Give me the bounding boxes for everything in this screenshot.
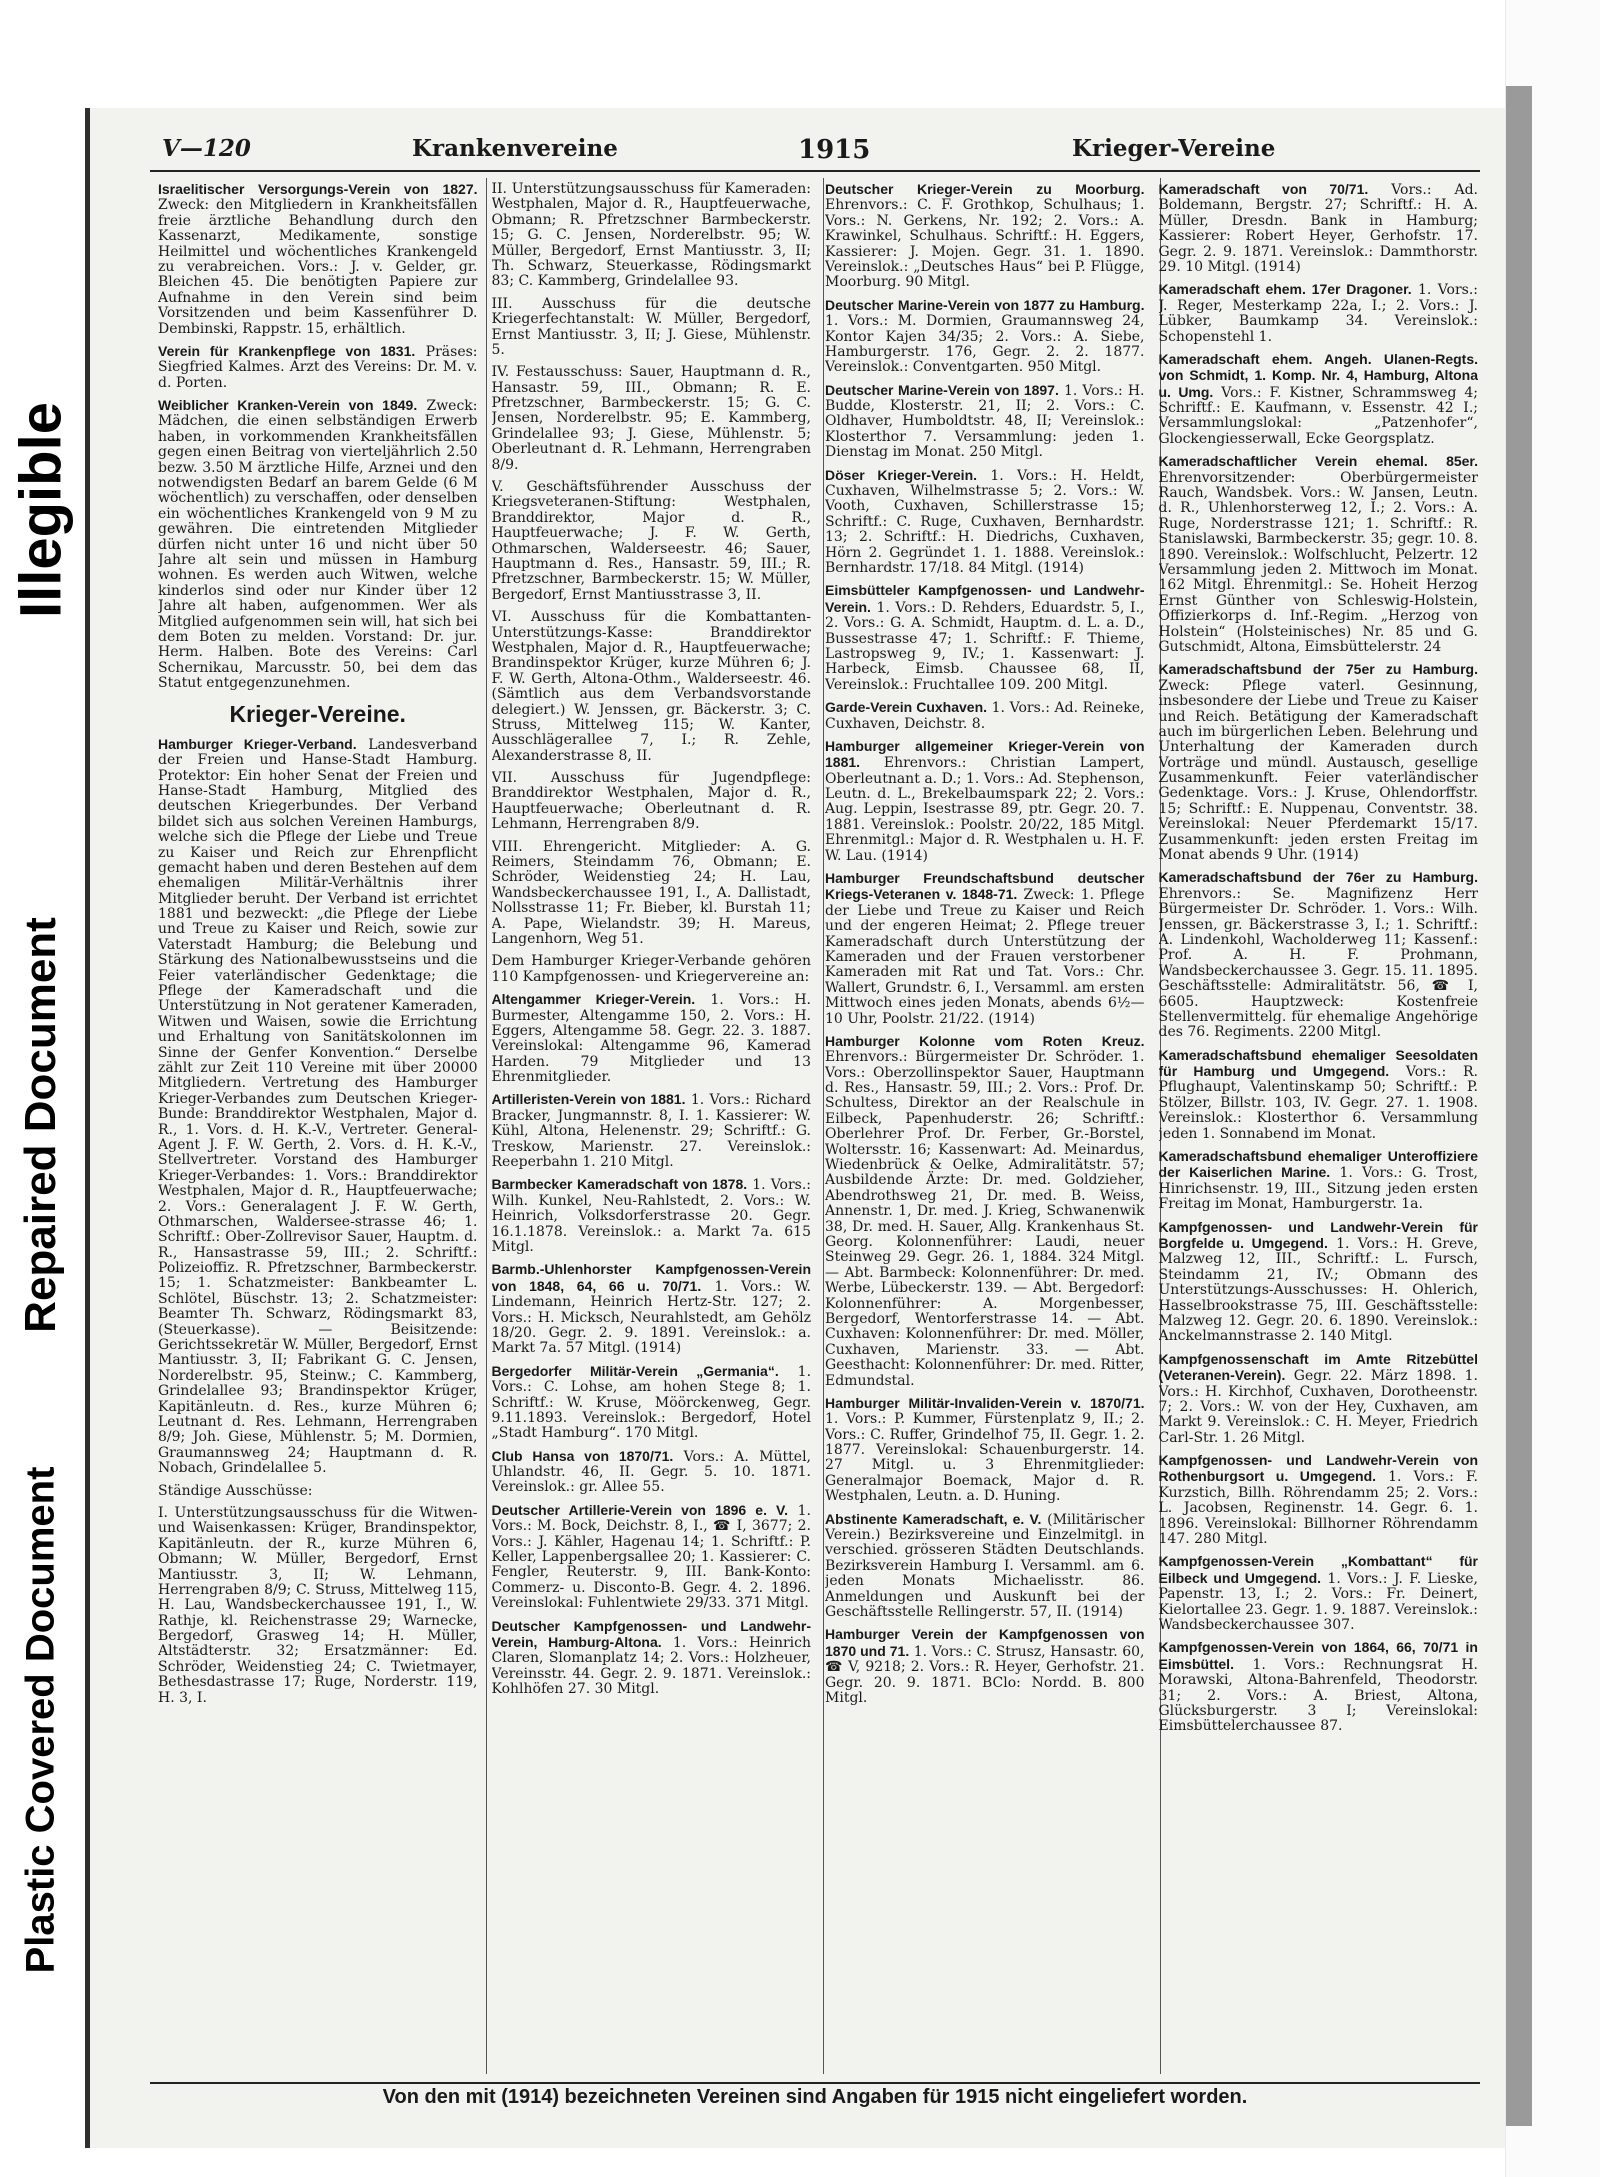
entry-text: 1. Vors.: C. Lohse, am hohen Stege 8; 1. Schriftf.: W. Kruse, Möörckenweg, Gegr. 9.11.1893. Vereinslok.: Bergedorf, Hotel „Stadt Hamburg“. 170 Mitgl. bbox=[491, 1363, 811, 1442]
directory-entry bbox=[492, 1619, 812, 1698]
entry-heading: Weiblicher Kranken-Verein von 1849. bbox=[158, 397, 418, 414]
directory-entry bbox=[1159, 1453, 1479, 1547]
directory-entry bbox=[1159, 1220, 1479, 1345]
entry-text: Vors.: Ad. Boldemann, Bergstr. 27; Schriftf.: H. A. Müller, Dresdn. Bank in Hamburg; Kassierer: Robert Heyer, Gerhofstr. 17. Gegr. 2. 9. 1871. Vereinslok.: Dammthorstr. 29. 10 Mitgl. (1914) bbox=[1158, 182, 1478, 275]
entry-heading: Kameradschaftsbund der 76er zu Hamburg. bbox=[1158, 869, 1478, 886]
entry-text: 1. Vors.: D. Rehders, Eduardstr. 5, I., 2. Vors.: G. A. Schmidt, Hauptm. d. L. a. D., Bussestrasse 47; 1. Schriftf.: F. Thieme, Lastropsweg 9, IV.; 1. Kassenwart: J. Harbeck, Eimsb. Chaussee 68, II, Vereinslok.: Fruchtallee 109. 200 Mitgl. bbox=[825, 599, 1145, 693]
entry-text: 1. Vors.: F. Kurzstich, Billh. Röhrendamm 25; 2. Vors.: L. Jacobsen, Reginenstr. 14. Gegr. 6. 1. 1896. Vereinslokal: Billhorner Röhrendamm 147. 280 Mitgl. bbox=[1158, 1469, 1478, 1548]
directory-entry bbox=[158, 1506, 478, 1706]
entry-text: Ehrenvorsitzender: Oberbürgermeister Rauch, Wandsbek. Vors.: W. Jansen, Leutn. d. R., Uhlenhorsterweg 12, I.; 2. Vors.: A. Ruge, Norderstrasse 121; 1. Schriftf.: R. Stanislawski, Barmbeckerstr. 35; gegr. 10. 8. 1890. Vereinslok.: Wolfschlucht, Pelzertr. 12 Versammlung jeden 2. Mittwoch im Monat. 162 Mitgl. Ehrenmitgl.: Se. Hoheit Herzog Ernst Günther von Schleswig-Holstein, Offizierkorps d. Inf.-Regim. „Herzog von Holstein“ (Holsteinisches) Nr. 85 und G. Gutschmidt, Altona, Eimsbüttelerstr. 24 bbox=[1158, 469, 1478, 655]
entry-text: IV. Festausschuss: Sauer, Hauptmann d. R., Hansastr. 59, III., Obmann; R. E. Pfretzschner, Barmbeckerstr. 15; G. C. Jensen, Norderelbstr. 95; E. Kammberg, Grindelallee 93; J. Giese, Mühlenstr. 5; Oberleutnant d. R. Lehmann, Herrengraben 8/9. bbox=[491, 364, 811, 473]
directory-entry bbox=[825, 1512, 1145, 1621]
entry-heading: Kameradschaftsbund ehemaliger Unteroffiziere der Kaiserlichen Marine. bbox=[1158, 1148, 1478, 1181]
entry-heading: Hamburger Militär-Invaliden-Verein v. 1870/71. bbox=[825, 1394, 1145, 1411]
directory-entry bbox=[492, 297, 812, 359]
entry-text: VIII. Ehrengericht. Mitglieder: A. G. Reimers, Steindamm 76, Obmann; E. Schröder, Weidenstieg 24; H. Lau, Wandsbeckerchaussee 191, I., A. Dallistadt, Nollsstrasse 11; Fr. Bieber, kl. Burstah 11; A. Pape, Wielandstr. 39; H. Mareus, Langenhorn, Weg 51. bbox=[491, 838, 811, 947]
entry-heading: Döser Krieger-Verein. bbox=[825, 466, 978, 483]
label-illegible: Illegible bbox=[8, 402, 74, 618]
entry-text: 1. Vors.: J. F. Lieske, Papenstr. 13, I.; 2. Vors.: Fr. Deinert, Kielortallee 23. Gegr. 1. 9. 1887. Vereinslok.: Wandsbeckerchaussee 307. bbox=[1158, 1570, 1478, 1633]
entry-heading: Deutscher Artillerie-Verein von 1896 e. V. bbox=[491, 1501, 788, 1518]
entry-heading: Deutscher Marine-Verein von 1897. bbox=[825, 381, 1059, 398]
directory-entry bbox=[492, 365, 812, 473]
directory-entry bbox=[492, 954, 812, 985]
entry-heading: Hamburger Krieger-Verband. bbox=[158, 735, 357, 752]
entry-text: 1. Vors.: W. Lindemann, Heinrich Hertz-Str. 127; 2. Vors.: H. Micksch, Neurahlstedt, am Gehölz 18/20. Gegr. 2. 9. 1891. Vereinslok.: a. Markt 7a. 57 Mitgl. (1914) bbox=[491, 1278, 811, 1357]
entry-heading: Club Hansa von 1870/71. bbox=[491, 1447, 674, 1464]
header-year: 1915 bbox=[798, 135, 871, 165]
directory-entry bbox=[492, 182, 812, 290]
entry-heading: Kameradschaft von 70/71. bbox=[1158, 182, 1369, 197]
entry-text: 1. Vors.: H. Greve, Malzweg 12, III., Schriftf.: L. Fursch, Steindamm 21, IV.; Obmann des Unterstützungs-Ausschusses: H. Ohlerich, Hasselbrookstrasse 75, III. Geschäftsstelle: Malzweg 12. Gegr. 20. 6. 1890. Vereinslok.: Anckelmannstrasse 2. 140 Mitgl. bbox=[1158, 1236, 1478, 1345]
section-title: Krieger-Vereine. bbox=[229, 700, 406, 727]
entry-heading: Kampfgenossen- und Landwehr-Verein für Borgfelde u. Umgegend. bbox=[1158, 1218, 1478, 1251]
directory-entry bbox=[1159, 1554, 1479, 1633]
entry-text: Zweck: Mädchen, die einen selbständigen Erwerb haben, in vorkommenden Krankheitsfällen gegen einen Beitrag von vierteljährlich 2.50 bezw. 3.50 M ärztliche Hilfe, Arznei und den notwendigsten Bedarf an barem Gelde (6 M wöchentlich) zu verschaffen, oder denselben ein wöchentliches Krankengeld von 9 M zu gewähren. Die eintretenden Mitglieder dürfen nicht unter 16 und nicht über 50 Jahre alt sein und müssen in Hamburg wohnen. Es werden auch Witwen, welche kinderlos sind oder nur Kinder über 12 Jahre alt haben, aufgenommen. Wer als Mitglied aufgenommen sein will, hat sich bei dem Boten zu melden. Vorstand: Dr. jur. Herm. Halben. Bote des Vereins: Carl Schernikau, Marcusstr. 50, bei dem das Statut entgegenzunehmen. bbox=[158, 398, 478, 692]
directory-entry bbox=[825, 1627, 1145, 1706]
entry-text: VI. Ausschuss für die Kombattanten-Unterstützungs-Kasse: Branddirektor Westphalen, Major d. R., Hauptfeuerwache; Brandinspektor Krüger, kurze Mühren 6; J. F. W. Gerth, Altona-Othm., Walderseestr. 46. (Sämtlich aus dem Verbandsvorstande delegiert.) W. Jenssen, gr. Bäckerstr. 3; C. Struss, Mittelweg 115; W. Kanter, Ausschlägerallee 7, I.; R. Zehle, Alexanderstrasse 8, II. bbox=[491, 609, 811, 764]
entry-text: 1. Vors.: Rechnungsrat H. Morawski, Altona-Bahrenfeld, Theodorstr. 31; 2. Vors.: A. Briest, Altona, Glücksburgerstr. 3 I; Vereinslokal: Eimsbüttelerchaussee 87. bbox=[1158, 1656, 1478, 1735]
column-3 bbox=[825, 182, 1145, 2074]
directory-entry bbox=[492, 1364, 812, 1442]
directory-entry bbox=[1159, 182, 1479, 275]
entry-text: Dem Hamburger Krieger-Verbande gehören 110 Kampfgenossen- und Kriegervereine an: bbox=[491, 953, 811, 985]
directory-entry bbox=[1159, 352, 1479, 447]
entry-heading: Hamburger Kolonne vom Roten Kreuz. bbox=[825, 1032, 1145, 1049]
directory-entry bbox=[1159, 1640, 1479, 1734]
entry-heading: Hamburger allgemeiner Krieger-Verein von 1881. bbox=[825, 737, 1145, 771]
entry-heading: Kampfgenossen-Verein „Kombattant“ für Eilbeck und Umgegend. bbox=[1158, 1553, 1478, 1586]
entry-text: 1. Vors.: C. Strusz, Hansastr. 60, ☎ V, 9218; 2. Vors.: R. Heyer, Gerhofstr. 21. Gegr. 20. 9. 1871. BClo: Nordd. B. 800 Mitgl. bbox=[825, 1643, 1145, 1706]
column-2 bbox=[492, 182, 812, 2074]
directory-entry bbox=[1159, 1149, 1479, 1213]
entry-heading: Deutscher Marine-Verein von 1877 zu Hamburg. bbox=[825, 296, 1145, 313]
directory-entry bbox=[825, 700, 1145, 732]
directory-entry bbox=[158, 182, 478, 337]
page-edge-shadow bbox=[1506, 86, 1532, 2126]
directory-entry bbox=[492, 610, 812, 764]
directory-entry bbox=[825, 1034, 1145, 1389]
label-repaired: Repaired Document bbox=[16, 917, 65, 1333]
entry-text: Vors.: R. Pflughaupt, Valentinskamp 50; Schriftf.: P. Stölzer, Billstr. 103, IV. Gegr. 27. 1. 1908. Vereinslok.: Klosterthor 6. Versammlung jeden 1. Sonnabend im Monat. bbox=[1158, 1064, 1478, 1142]
entry-text: Ständige Ausschüsse: bbox=[158, 1482, 313, 1499]
entry-heading: Barmb.-Uhlenhorster Kampfgenossen-Verein von 1848, 64, 66 u. 70/71. bbox=[491, 1261, 811, 1294]
page-number: V—120 bbox=[162, 135, 251, 162]
directory-entry bbox=[492, 840, 812, 948]
page-header bbox=[162, 135, 1482, 167]
entry-text: 1. Vors.: M. Dormien, Graumannsweg 24, Kontor Kajen 34/35; 2. Vors.: A. Siebe, Hamburgerstr. 176, Gegr. 2. 2. 1877. Vereinslok.: Conventgarten. 950 Mitgl. bbox=[825, 313, 1145, 376]
directory-entry bbox=[825, 298, 1145, 376]
directory-entry bbox=[825, 383, 1145, 461]
directory-entry bbox=[492, 992, 812, 1085]
label-plastic-covered: Plastic Covered Document bbox=[18, 1466, 63, 1974]
entry-text: 1. Vors.: Heinrich Claren, Slomanplatz 14; 2. Vors.: Holzheuer, Vereinsstr. 44. Gegr. 2. 9. 1871. Vereinslok.: Kohlhöfen 27. 30 Mitgl. bbox=[491, 1634, 811, 1698]
directory-entry bbox=[492, 1092, 812, 1170]
entry-heading: Garde-Verein Cuxhaven. bbox=[825, 699, 988, 716]
column-1 bbox=[158, 182, 478, 2074]
entry-text: 1. Vors.: Ad. Reineke, Cuxhaven, Deichstr. 8. bbox=[825, 700, 1145, 732]
entry-text: Gegr. 22. März 1898. 1. Vors.: H. Kirchhof, Cuxhaven, Dorotheenstr. 7; 2. Vors.: W. von der Hey, Cuxhaven, am Markt 9. Vereinslok.: C. H. Meyer, Friedrich Carl-Str. 1. 26 Mitgl. bbox=[1158, 1368, 1478, 1446]
entry-text: Vors.: F. Kistner, Schrammsweg 4; Schriftf.: E. Kaufmann, v. Essenstr. 42 I.; Versammlungslokal: „Patzenhofer“, Glockengiesserwall, Ecke Georgsplatz. bbox=[1158, 384, 1478, 447]
directory-entry bbox=[492, 1449, 812, 1496]
entry-text: 1. Vors.: H. Budde, Klosterstr. 21, II; 2. Vors.: C. Oldhaver, Humboldtstr. 48, II; Vereinslok.: Klosterthor 7. Versammlung: jeden 1. Dienstag im Monat. 250 Mitgl. bbox=[825, 382, 1145, 461]
footer-note: Von den mit (1914) bezeichneten Vereinen sind Angaben für 1915 nicht eingeliefert worden. bbox=[382, 2086, 1248, 2108]
scan-margin-left bbox=[0, 0, 82, 2177]
entry-heading: Deutscher Kampfgenossen- und Landwehr-Verein, Hamburg-Altona. bbox=[491, 1617, 811, 1650]
entry-heading: Verein für Krankenpflege von 1831. bbox=[158, 342, 416, 359]
entry-text: Zweck: 1. Pflege der Liebe und Treue zu Kaiser und Reich und der engeren Heimat; 2. Pflege treuer Kameradschaft durch Unterstützung der Kameraden und der Frauen verstorbener Kameraden mit Rat und Tat. Vors.: Chr. Wallert, Grundstr. 6, I., Versamml. am ersten Mittwoch eines jeden Monats, abends 6½—10 Uhr, Poolstr. 21/22. (1914) bbox=[825, 887, 1145, 1027]
entry-heading: Eimsbütteler Kampfgenossen- und Landwehr-Verein. bbox=[825, 582, 1145, 615]
entry-text: II. Unterstützungsausschuss für Kameraden: Westphalen, Major d. R., Hauptfeuerwache, Obmann; R. Pfretzschner Barmbeckerstr. 15; G. C. Jensen, Norderelbstr. 95; W. Müller, Bergedorf, Ernst Mantiusstr. 3, II; Th. Schwarz, Steuerkasse, Rödingsmarkt 83; C. Kammberg, Grindelallee 93. bbox=[491, 182, 811, 290]
entry-text: 1. Vors.: J. Reger, Mesterkamp 22a, I.; 2. Vors.: J. Lübker, Baumkamp 34. Vereinslok.: Schopenstehl 1. bbox=[1158, 282, 1478, 345]
entry-text: Ehrenvors.: C. F. Grothkop, Schulhaus; 1. Vors.: N. Gerkens, Nr. 192; 2. Vors.: A. Krawinkel, Schulhaus. Schriftf.: H. Eggers, Kassierer: J. Mojen. Gegr. 31. 1. 1890. Vereinslok.: „Deutsches Haus“ bei P. Flügge, Moorburg. 90 Mitgl. bbox=[825, 197, 1145, 291]
entry-text: Zweck: Pflege vaterl. Gesinnung, insbesondere der Liebe und Treue zu Kaiser und Reich. Betätigung der Kameradschaft auch im bürgerlichen Leben. Belehrung und Unterhaltung der Kameraden durch Vorträge und mündl. Austausch, gesellige Zusammenkunft. Feier vaterländischer Gedenktage. Vors.: J. Kruse, Ohlendorffstr. 15; Schriftf.: E. Nuppenau, Conventstr. 38. Vereinslokal: Neuer Pferdemarkt 15/17. Zusammenkunft: jeden ersten Freitag im Monat abends 9 Uhr. (1914) bbox=[1158, 677, 1478, 864]
entry-heading: Bergedorfer Militär-Verein „Germania“. bbox=[491, 1362, 779, 1379]
directory-entry bbox=[1159, 1352, 1479, 1446]
directory-entry bbox=[1159, 1048, 1479, 1142]
entry-text: Landesverband der Freien und Hanse-Stadt Hamburg. Protektor: Ein hoher Senat der Freien und Hanse-Stadt Hamburg, Mitglied des deutschen Kriegerbundes. Der Verband bildet sich aus solchen Vereinen Hamburgs, welche sich die Pflege der Liebe und Treue zu Kaiser und Reich zur Ehrenpflicht gemacht haben und deren Bestehen auf dem ehemaligen Militär-Verhältnis ihrer Mitglieder beruht. Der Verband ist errichtet 1881 und bezweckt: „die Pflege der Liebe und Treue zu Kaiser und Reich, sowie zur Vaterstadt Hamburg; die Belebung und Stärkung des Nationalbewusstseins und die Feier vaterländischer Gedenktage; die Pflege der Kameradschaft und die Unterstützung in Not geratener Kameraden, Witwen und Waisen, sowie die Errichtung und Erhaltung von Sanitätskolonnen im Sinne der Genfer Konvention.“ Derselbe zählt zur Zeit 110 Vereine mit über 20000 Mitgliedern. Vertretung des Hamburger Krieger-Verbandes zum Deutschen Krieger-Bunde: Branddirektor Westphalen, Major d. R., 1. Vors. d. H. K.-V., Vertreter. General-Agent J. F. W. Gerth, 2. Vors. d. H. K.-V., Stellvertreter. Vorstand des Hamburger Krieger-Verbandes: 1. Vors.: Branddirektor Westphalen, Major d. R., Hauptfeuerwache; 2. Vors.: Generalagent J. F. W. Gerth, Othmarschen, Waldersee-strasse 46; 1. Schriftf.: Ober-Zollrevisor Sauer, Hauptm. d. R., Hansastrasse 59, III.; 2. Schriftf.: Polizeioffiz. R. Pfretzschner, Barmbeckerstr. 15; 1. Schatzmeister: Bankbeamter L. Schlötel, Büschstr. 13; 2. Schatzmeister: Beamter Th. Schwarz, Rödingsmarkt 83, (Steuerkasse). — Beisitzende: Gerichtssekretär W. Müller, Bergedorf, Ernst Mantiusstr. 3, II; Fabrikant G. C. Jensen, Norderelbstr. 95, Steinw.; C. Kammberg, Grindelallee 93; Brandinspektor Krüger, Kapitänleutn. d. Res., kurze Mühren 6; Leutnant d. Res. Lehmann, Herrengraben 8/9; Joh. Giese, Mühlenstr. 5; M. Dormien, Graumannsweg 24; Hauptmann d. R. Nobach, Grindelallee 5. bbox=[158, 736, 478, 1477]
entry-heading: Kampfgenossen- und Landwehr-Verein von Rothenburgsort u. Umgegend. bbox=[1158, 1452, 1478, 1485]
entry-text: 1. Vors.: H. Heldt, Cuxhaven, Wilhelmstrasse 5; 2. Vors.: W. Vooth, Cuxhaven, Schillerstrasse 15; Schriftf.: C. Ruge, Cuxhaven, Bernhardstr. 13; 2. Schriftf.: H. Diedrichs, Cuxhaven, Hörn 2. Gegründet 1. 1. 1888. Vereinslok.: Bernhardstr. 17/18. 84 Mitgl. (1914) bbox=[825, 467, 1145, 576]
directory-entry bbox=[825, 468, 1145, 577]
entry-text: V. Geschäftsführender Ausschuss der Kriegsveteranen-Stiftung: Westphalen, Branddirektor, Major d. R., Hauptfeuerwache; J. F. W. Gerth, Othmarschen, Walderseestr. 46; Sauer, Hauptmann d. Res., Hansastr. 59, III.; R. Pfretzschner, Barmbeckerstr. 15; W. Müller, Bergedorf, Ernst Mantiusstrasse 3, II. bbox=[491, 479, 811, 603]
entry-text: 1. Vors.: Wilh. Kunkel, Neu-Rahlstedt, 2. Vors.: W. Heinrich, Volksdorferstrasse 20. Gegr. 16.1.1878. Vereinslok.: a. Markt 7a. 615 Mitgl. bbox=[491, 1177, 811, 1255]
entry-heading: Israelitischer Versorgungs-Verein von 1827. bbox=[158, 182, 478, 197]
entry-heading: Deutscher Krieger-Verein zu Moorburg. bbox=[825, 182, 1145, 197]
directory-entry bbox=[825, 182, 1145, 291]
directory-entry bbox=[492, 1177, 812, 1255]
column-1-part-a bbox=[158, 182, 478, 692]
entry-text: 1. Vors.: H. Burmester, Altengamme 150, 2. Vors.: H. Eggers, Altengamme 58. Gegr. 22. 3. 1887. Vereinslokal: Altengamme 96, Kamerad Harden. 79 Mitglieder und 13 Ehrenmitglieder. bbox=[491, 992, 811, 1086]
entry-text: Ehrenvors.: Christian Lampert, Oberleutnant a. D.; 1. Vors.: Ad. Stephenson, Leutn. d. L., Brekelbaumspark 22; 2. Vors.: Aug. Leppin, Isestrasse 89, ptr. Gegr. 20. 7. 1881. Vereinslok.: Poolstr. 20/22, 185 Mitgl. Ehrenmitgl.: Major d. R. Westphalen u. H. F. W. Lau. (1914) bbox=[825, 755, 1145, 864]
directory-entry bbox=[1159, 870, 1479, 1040]
directory-entry bbox=[825, 583, 1145, 693]
header-rule bbox=[150, 170, 1480, 172]
entry-heading: Hamburger Freundschaftsbund deutscher Kriegs-Veteranen v. 1848-71. bbox=[825, 870, 1145, 903]
directory-entry bbox=[825, 1396, 1145, 1505]
entry-heading: Abstinente Kameradschaft, e. V. bbox=[825, 1510, 1042, 1527]
entry-text: 1. Vors.: Richard Bracker, Jungmannstr. 8, I. 1. Kassierer: W. Kühl, Altona, Helenenstr. 29; Schriftf.: G. Treskow, Marienstr. 27. Vereinslok.: Reeperbahn 1. 210 Mitgl. bbox=[491, 1092, 811, 1171]
entry-text: III. Ausschuss für die deutsche Kriegerfechtanstalt: W. Müller, Bergedorf, Ernst Mantiusstr. 3, II; J. Giese, Mühlenstr. 5. bbox=[491, 295, 811, 358]
entry-text: 1. Vors.: M. Bock, Deichstr. 8, I., ☎ I, 3677; 2. Vors.: J. Kähler, Hagenau 14; 1. Schriftf.: P. Keller, Lappenbergsallee 20; 1. Kassierer: C. Fengler, Reuterstr. 9, III. Bank-Konto: Commerz- u. Disconto-B. Gegr. 4. 2. 1896. Vereinslokal: Fuhlentwiete 29/33. 371 Mitgl. bbox=[491, 1502, 811, 1612]
directory-entry bbox=[1159, 662, 1479, 863]
directory-entry bbox=[1159, 282, 1479, 345]
entry-text: Vors.: A. Müttel, Uhlandstr. 46, II. Gegr. 5. 10. 1871. Vereinslok.: gr. Allee 55. bbox=[491, 1448, 811, 1496]
entry-text: Zweck: den Mitgliedern in Krankheitsfällen freie ärztliche Behandlung durch den Kassenarzt, Medikamente, sonstige Heilmittel und wöchentliches Krankengeld zu verabreichen. Vors.: J. v. Gelder, gr. Bleichen 45. Die benötigten Papiere zur Aufnahme in den Verein sind beim Vorsitzenden und beim Kassenführer D. Dembinski, Rappstr. 15, erhältlich. bbox=[158, 197, 478, 337]
entry-heading: Kameradschaftlicher Verein ehemal. 85er. bbox=[1158, 453, 1478, 470]
entry-text: Ehrenvors.: Bürgermeister Dr. Schröder. 1. Vors.: Oberzollinspektor Sauer, Hauptmann d. Res., Hansastr. 59, III.; 2. Vors.: Prof. Dr. Schultess, Direktor an der Realschule in Eilbeck, Papenhuderstr. 26; Schriftf.: Oberlehrer Prof. Dr. Ferber, Gr.-Borstel, Woltersstr. 16; Kassenwart: Ad. Meinardus, Wiedenbrück & Oelke, Admiralitätstr. 57; Ausbildende Ärzte: Dr. med. Goldzieher, Abendrothsweg 21, Dr. med. B. Weiss, Annenstr. 1, Dr. med. J. Krieg, Schwanenwik 38, Dr. med. H. Sauer, Allg. Krankenhaus St. Georg. Kolonnenführer: Laudi, neuer Steinweg 29. Gegr. 26. 1, 1884. 324 Mitgl. — Abt. Barmbeck: Kolonnenführer: Dr. med. Werbe, Lübeckerstr. 139. — Abt. Bergedorf: Kolonnenführer: A. Morgenbesser, Bergedorf, Wentorferstrasse 14. — Abt. Cuxhaven: Kolonnenführer: Dr. med. Möller, Cuxhaven, Marienstr. 33. — Abt. Geesthacht: Kolonnenführer: Dr. med. Ritter, Edmundstal. bbox=[825, 1049, 1145, 1389]
column-4 bbox=[1159, 182, 1479, 2074]
directory-entry bbox=[1159, 454, 1479, 655]
directory-entry bbox=[158, 398, 478, 691]
entry-text: 1. Vors.: P. Kummer, Fürstenplatz 9, II.; 2. Vors.: C. Ruffer, Grindelhof 75, II. Gegr. 1. 2. 1877. Vereinslokal: Schauenburgerstr. 14. 27 Mitgl. u. 3 Ehrenmitglieder: Generalmajor Boemack, Major d. R. Westphalen, Leutn. a. D. Huning. bbox=[825, 1411, 1145, 1505]
entry-heading: Altengammer Krieger-Verein. bbox=[491, 991, 696, 1008]
directory-entry bbox=[825, 739, 1145, 864]
directory-entry bbox=[492, 771, 812, 833]
entry-text: Ehrenvors.: Se. Magnifizenz Herr Bürgermeister Dr. Schröder. 1. Vors.: Wilh. Jenssen, gr. Bäckerstrasse 3, I.; 1. Schriftf.: A. Lindenkohl, Wacholderweg 11; Kassenf.: Prof. A. H. F. Prohmann, Wandsbeckerchaussee 3. Gegr. 15. 11. 1895. Geschäftsstelle: Admiralitätstr. 56, ☎ I, 6605. Hauptzweck: Kostenfreie Stellenvermittelg. für ehemalige Angehörige des 76. Regiments. 2200 Mitgl. bbox=[1158, 885, 1478, 1041]
entry-heading: Kameradschaft ehem. Angeh. Ulanen-Regts. von Schmidt, 1. Komp. Nr. 4, Hamburg, Altona u. Umg. bbox=[1158, 350, 1478, 400]
text-columns bbox=[158, 182, 1478, 2074]
entry-heading: Kameradschaft ehem. 17er Dragoner. bbox=[1158, 281, 1412, 298]
entry-heading: Barmbecker Kameradschaft von 1878. bbox=[491, 1176, 748, 1193]
header-left-title: Krankenvereine bbox=[412, 135, 618, 162]
entry-text: VII. Ausschuss für Jugendpflege: Branddirektor Westphalen, Major d. R., Hauptfeuerwache; Oberleutnant d. R. Lehmann, Herrengraben 8/9. bbox=[491, 770, 811, 833]
directory-entry bbox=[492, 1503, 812, 1612]
entry-text: Präses: Siegfried Kalmes. Arzt des Vereins: Dr. M. v. d. Porten. bbox=[158, 343, 478, 391]
directory-entry bbox=[492, 1262, 812, 1356]
directory-entry bbox=[492, 480, 812, 603]
entry-heading: Hamburger Verein der Kampfgenossen von 1870 und 71. bbox=[825, 1626, 1145, 1659]
header-right-title: Krieger-Vereine bbox=[1072, 135, 1276, 162]
entry-heading: Kampfgenossen-Verein von 1864, 66, 70/71 in Eimsbüttel. bbox=[1158, 1639, 1478, 1672]
entry-heading: Artilleristen-Verein von 1881. bbox=[491, 1091, 686, 1108]
entry-text: (Militärischer Verein.) Bezirksvereine und Einzelmitgl. in verschied. grösseren Städten Deutschlands. Bezirksverein Hamburg I. Versamml. am 6. jeden Monats Michaelisstr. 86. Anmeldungen und Auskunft bei der Geschäftsstelle Rellingerstr. 57, II. (1914) bbox=[825, 1511, 1145, 1620]
entry-heading: Kameradschaftsbund der 75er zu Hamburg. bbox=[1158, 661, 1478, 678]
directory-entry bbox=[825, 871, 1145, 1027]
directory-entry bbox=[158, 344, 478, 391]
entry-text: 1. Vors.: G. Trost, Hinrichsenstr. 19, III., Sitzung jeden ersten Freitag im Monat, Hamburgerstr. 1a. bbox=[1158, 1165, 1478, 1213]
directory-entry bbox=[158, 1484, 478, 1499]
entry-text: I. Unterstützungsausschuss für die Witwen- und Waisenkassen: Krüger, Brandinspektor, Kapitänleutn. der R., kurze Mühren 6, Obmann; W. Müller, Bergedorf, Ernst Mantiusstr. 3, II; W. Lehmann, Herrengraben 8/9; C. Struss, Mittelweg 115, H. Lau, Wandsbeckerchaussee 191, I., W. Rathje, kl. Reichenstrasse 29; Warnecke, Bergedorf, Grasweg 14; H. Müller, Altstädterstr. 32; Ersatzmänner: Ed. Schröder, Weidenstieg 24; C. Twietmayer, Bethesdastrasse 17; Ruge, Norderstr. 119, H. 3, I. bbox=[158, 1504, 478, 1706]
entry-heading: Kameradschaftsbund ehemaliger Seesoldaten für Hamburg und Umgegend. bbox=[1158, 1046, 1478, 1080]
directory-entry bbox=[158, 737, 478, 1477]
footer-rule bbox=[150, 2082, 1480, 2084]
entry-heading: Kampfgenossenschaft im Amte Ritzebüttel (Veteranen-Verein). bbox=[1158, 1350, 1478, 1384]
column-1-part-b bbox=[158, 737, 478, 1706]
